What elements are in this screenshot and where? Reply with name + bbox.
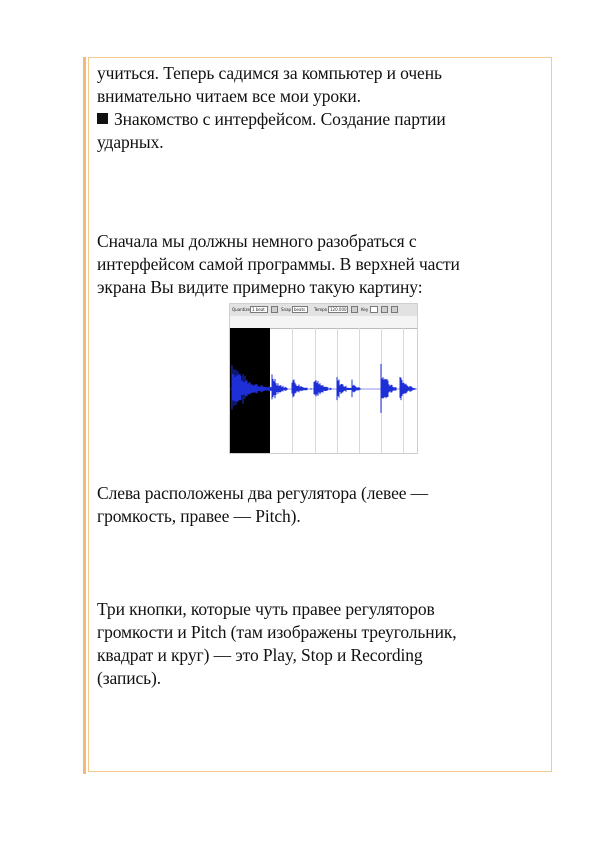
intro-line-2: внимательно читаем все мои уроки. — [97, 86, 361, 106]
toolbar-button — [271, 306, 278, 313]
toolbar-label-key: Key — [361, 307, 369, 312]
toolbar-button — [391, 306, 398, 313]
interface-line-3: экрана Вы видите примерно такую картину: — [97, 277, 423, 297]
square-bullet-icon — [97, 113, 108, 124]
toolbar-key-field — [370, 306, 378, 313]
toolbar-snap-select: beats — [292, 306, 308, 313]
buttons-line-3: квадрат и круг) — это Play, Stop и Recording — [97, 645, 423, 665]
buttons-line-4: (запись). — [97, 668, 162, 688]
buttons-line-1: Три кнопки, которые чуть правее регуляторов — [97, 599, 435, 619]
section-heading-line-2: ударных. — [97, 132, 164, 152]
regulators-line-2: громкость, правее — Pitch). — [97, 506, 301, 526]
paragraph-regulators — [97, 482, 542, 528]
toolbar-label-snap: Snap — [281, 307, 292, 312]
paragraph-intro — [97, 62, 542, 154]
audio-waveform — [230, 328, 418, 454]
interface-line-2: интерфейсом самой программы. В верхней части — [97, 254, 460, 274]
intro-line-1: учиться. Теперь садимся за компьютер и очень — [97, 63, 442, 83]
toolbar-label-tempo: Tempo — [314, 307, 328, 312]
waveform-screenshot — [229, 303, 418, 454]
paragraph-buttons — [97, 598, 542, 690]
toolbar-tempo-field: 120.000 — [330, 307, 347, 312]
buttons-line-2: громкости и Pitch (там изображены треугольник, — [97, 622, 457, 642]
paragraph-interface — [97, 230, 542, 299]
interface-line-1: Сначала мы должны немного разобраться с — [97, 231, 417, 251]
section-heading-line-1: Знакомство с интерфейсом. Создание партии — [114, 109, 446, 129]
toolbar-label-quantize: Quantize — [232, 307, 250, 312]
page-left-accent-bar — [83, 57, 86, 774]
toolbar-button — [351, 306, 358, 313]
toolbar-button — [381, 306, 388, 313]
regulators-line-1: Слева расположены два регулятора (левее — — [97, 483, 429, 503]
toolbar-quantize-select: 1 beat — [250, 306, 268, 313]
